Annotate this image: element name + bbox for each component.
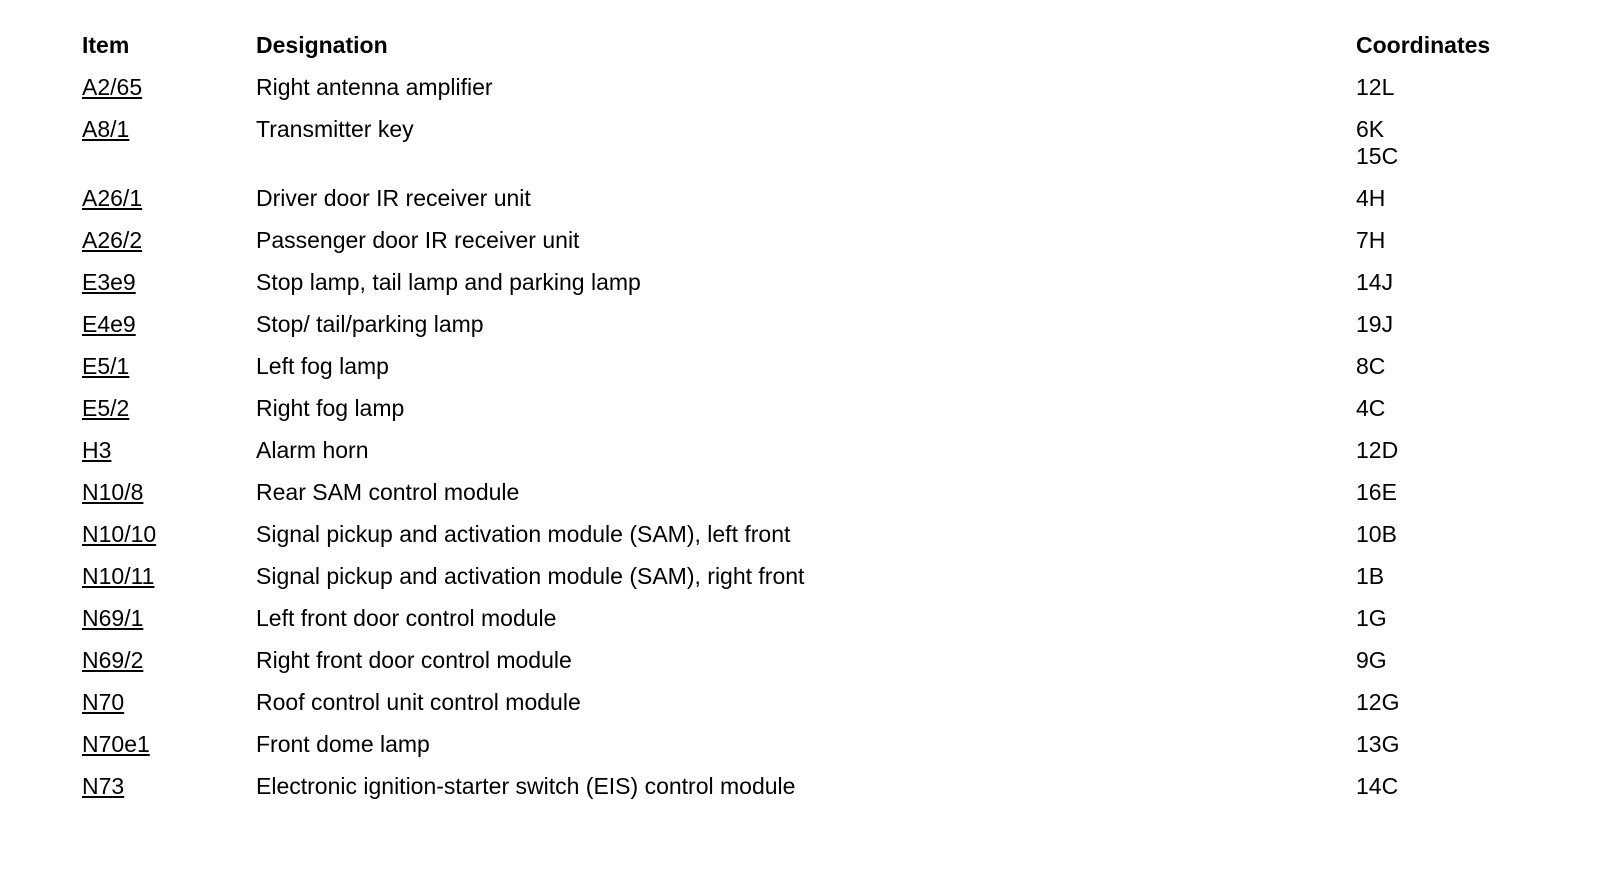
item-link[interactable]: A2/65 — [82, 74, 143, 100]
header-item: Item — [82, 32, 130, 58]
designation-cell: Front dome lamp — [256, 731, 430, 757]
coordinate: 1G — [1356, 605, 1387, 631]
coordinates-cell — [1356, 521, 1542, 563]
coordinates-cell — [1356, 227, 1542, 269]
item-link[interactable]: A8/1 — [82, 116, 130, 142]
designation-cell: Left fog lamp — [256, 353, 389, 379]
item-cell — [82, 395, 256, 437]
item-link[interactable]: A26/2 — [82, 227, 143, 253]
coordinate: 4C — [1356, 395, 1386, 421]
designation-cell: Roof control unit control module — [256, 689, 581, 715]
table-row — [82, 185, 1542, 227]
coordinate: 12L — [1356, 74, 1395, 100]
component-legend-table — [82, 32, 1542, 815]
table-row — [82, 773, 1542, 815]
coordinates-cell — [1356, 311, 1542, 353]
designation-cell: Passenger door IR receiver unit — [256, 227, 580, 253]
table-row — [82, 269, 1542, 311]
coordinates-cell — [1356, 269, 1542, 311]
coordinates-cell — [1356, 353, 1542, 395]
item-link[interactable]: A26/1 — [82, 185, 143, 211]
table-row — [82, 227, 1542, 269]
item-link[interactable]: H3 — [82, 437, 112, 463]
item-cell — [82, 437, 256, 479]
coordinate: 9G — [1356, 647, 1387, 673]
item-cell — [82, 269, 256, 311]
item-cell — [82, 647, 256, 689]
designation-cell: Signal pickup and activation module (SAM), left front — [256, 521, 791, 547]
coordinates-cell — [1356, 479, 1542, 521]
item-cell — [82, 185, 256, 227]
coordinate: 7H — [1356, 227, 1386, 253]
item-cell — [82, 116, 256, 185]
coordinates-cell — [1356, 689, 1542, 731]
coordinates-cell — [1356, 437, 1542, 479]
designation-cell: Rear SAM control module — [256, 479, 520, 505]
header-coordinates: Coordinates — [1356, 32, 1491, 58]
coordinate: 12D — [1356, 437, 1399, 463]
header-row — [82, 32, 1542, 74]
table-row — [82, 563, 1542, 605]
item-link[interactable]: N10/10 — [82, 521, 157, 547]
table-row — [82, 74, 1542, 116]
table-row — [82, 479, 1542, 521]
coordinates-cell — [1356, 185, 1542, 227]
table-row — [82, 353, 1542, 395]
item-link[interactable]: N69/2 — [82, 647, 144, 673]
item-cell — [82, 353, 256, 395]
table-row — [82, 437, 1542, 479]
coordinate: 4H — [1356, 185, 1386, 211]
designation-cell: Stop lamp, tail lamp and parking lamp — [256, 269, 641, 295]
item-link[interactable]: N70e1 — [82, 731, 150, 757]
coordinate: 1B — [1356, 563, 1385, 589]
designation-cell: Right front door control module — [256, 647, 572, 673]
item-link[interactable]: N73 — [82, 773, 125, 799]
coordinates-cell — [1356, 731, 1542, 773]
coordinate: 8C — [1356, 353, 1386, 379]
table-row — [82, 311, 1542, 353]
table-row — [82, 689, 1542, 731]
item-cell — [82, 74, 256, 116]
designation-cell: Alarm horn — [256, 437, 369, 463]
item-link[interactable]: E3e9 — [82, 269, 136, 295]
item-cell — [82, 227, 256, 269]
designation-cell: Right antenna amplifier — [256, 74, 493, 100]
item-link[interactable]: N10/11 — [82, 563, 155, 589]
coordinate: 19J — [1356, 311, 1394, 337]
item-cell — [82, 521, 256, 563]
table-row — [82, 395, 1542, 437]
item-link[interactable]: N69/1 — [82, 605, 144, 631]
designation-cell: Transmitter key — [256, 116, 414, 142]
item-link[interactable]: E5/1 — [82, 353, 130, 379]
coordinate: 14C — [1356, 773, 1399, 799]
item-link[interactable]: E4e9 — [82, 311, 136, 337]
coordinate: 12G — [1356, 689, 1400, 715]
coordinates-cell — [1356, 74, 1542, 116]
designation-cell: Left front door control module — [256, 605, 557, 631]
coordinate: 6K — [1356, 116, 1385, 142]
item-link[interactable]: N10/8 — [82, 479, 144, 505]
item-cell — [82, 479, 256, 521]
item-cell — [82, 563, 256, 605]
item-link[interactable]: E5/2 — [82, 395, 130, 421]
table-row — [82, 521, 1542, 563]
coordinate: 14J — [1356, 269, 1394, 295]
header-designation: Designation — [256, 32, 388, 58]
coordinates-cell — [1356, 605, 1542, 647]
table-body — [82, 74, 1542, 815]
table-row — [82, 605, 1542, 647]
designation-cell: Right fog lamp — [256, 395, 405, 421]
table-row — [82, 647, 1542, 689]
coordinates-cell — [1356, 563, 1542, 605]
coordinates-cell — [1356, 116, 1542, 185]
item-cell — [82, 605, 256, 647]
coordinates-cell — [1356, 773, 1542, 815]
coordinates-cell — [1356, 647, 1542, 689]
item-cell — [82, 689, 256, 731]
item-cell — [82, 311, 256, 353]
designation-cell: Electronic ignition-starter switch (EIS) control module — [256, 773, 796, 799]
designation-cell: Driver door IR receiver unit — [256, 185, 531, 211]
designation-cell: Stop/ tail/parking lamp — [256, 311, 484, 337]
coordinate: 15C — [1356, 143, 1399, 169]
table-row — [82, 116, 1542, 185]
coordinate: 10B — [1356, 521, 1397, 547]
coordinate: 16E — [1356, 479, 1397, 505]
item-cell — [82, 773, 256, 815]
coordinate: 13G — [1356, 731, 1400, 757]
item-link[interactable]: N70 — [82, 689, 125, 715]
item-cell — [82, 731, 256, 773]
coordinates-cell — [1356, 395, 1542, 437]
table-header — [82, 32, 1542, 74]
designation-cell: Signal pickup and activation module (SAM), right front — [256, 563, 805, 589]
table-row — [82, 731, 1542, 773]
